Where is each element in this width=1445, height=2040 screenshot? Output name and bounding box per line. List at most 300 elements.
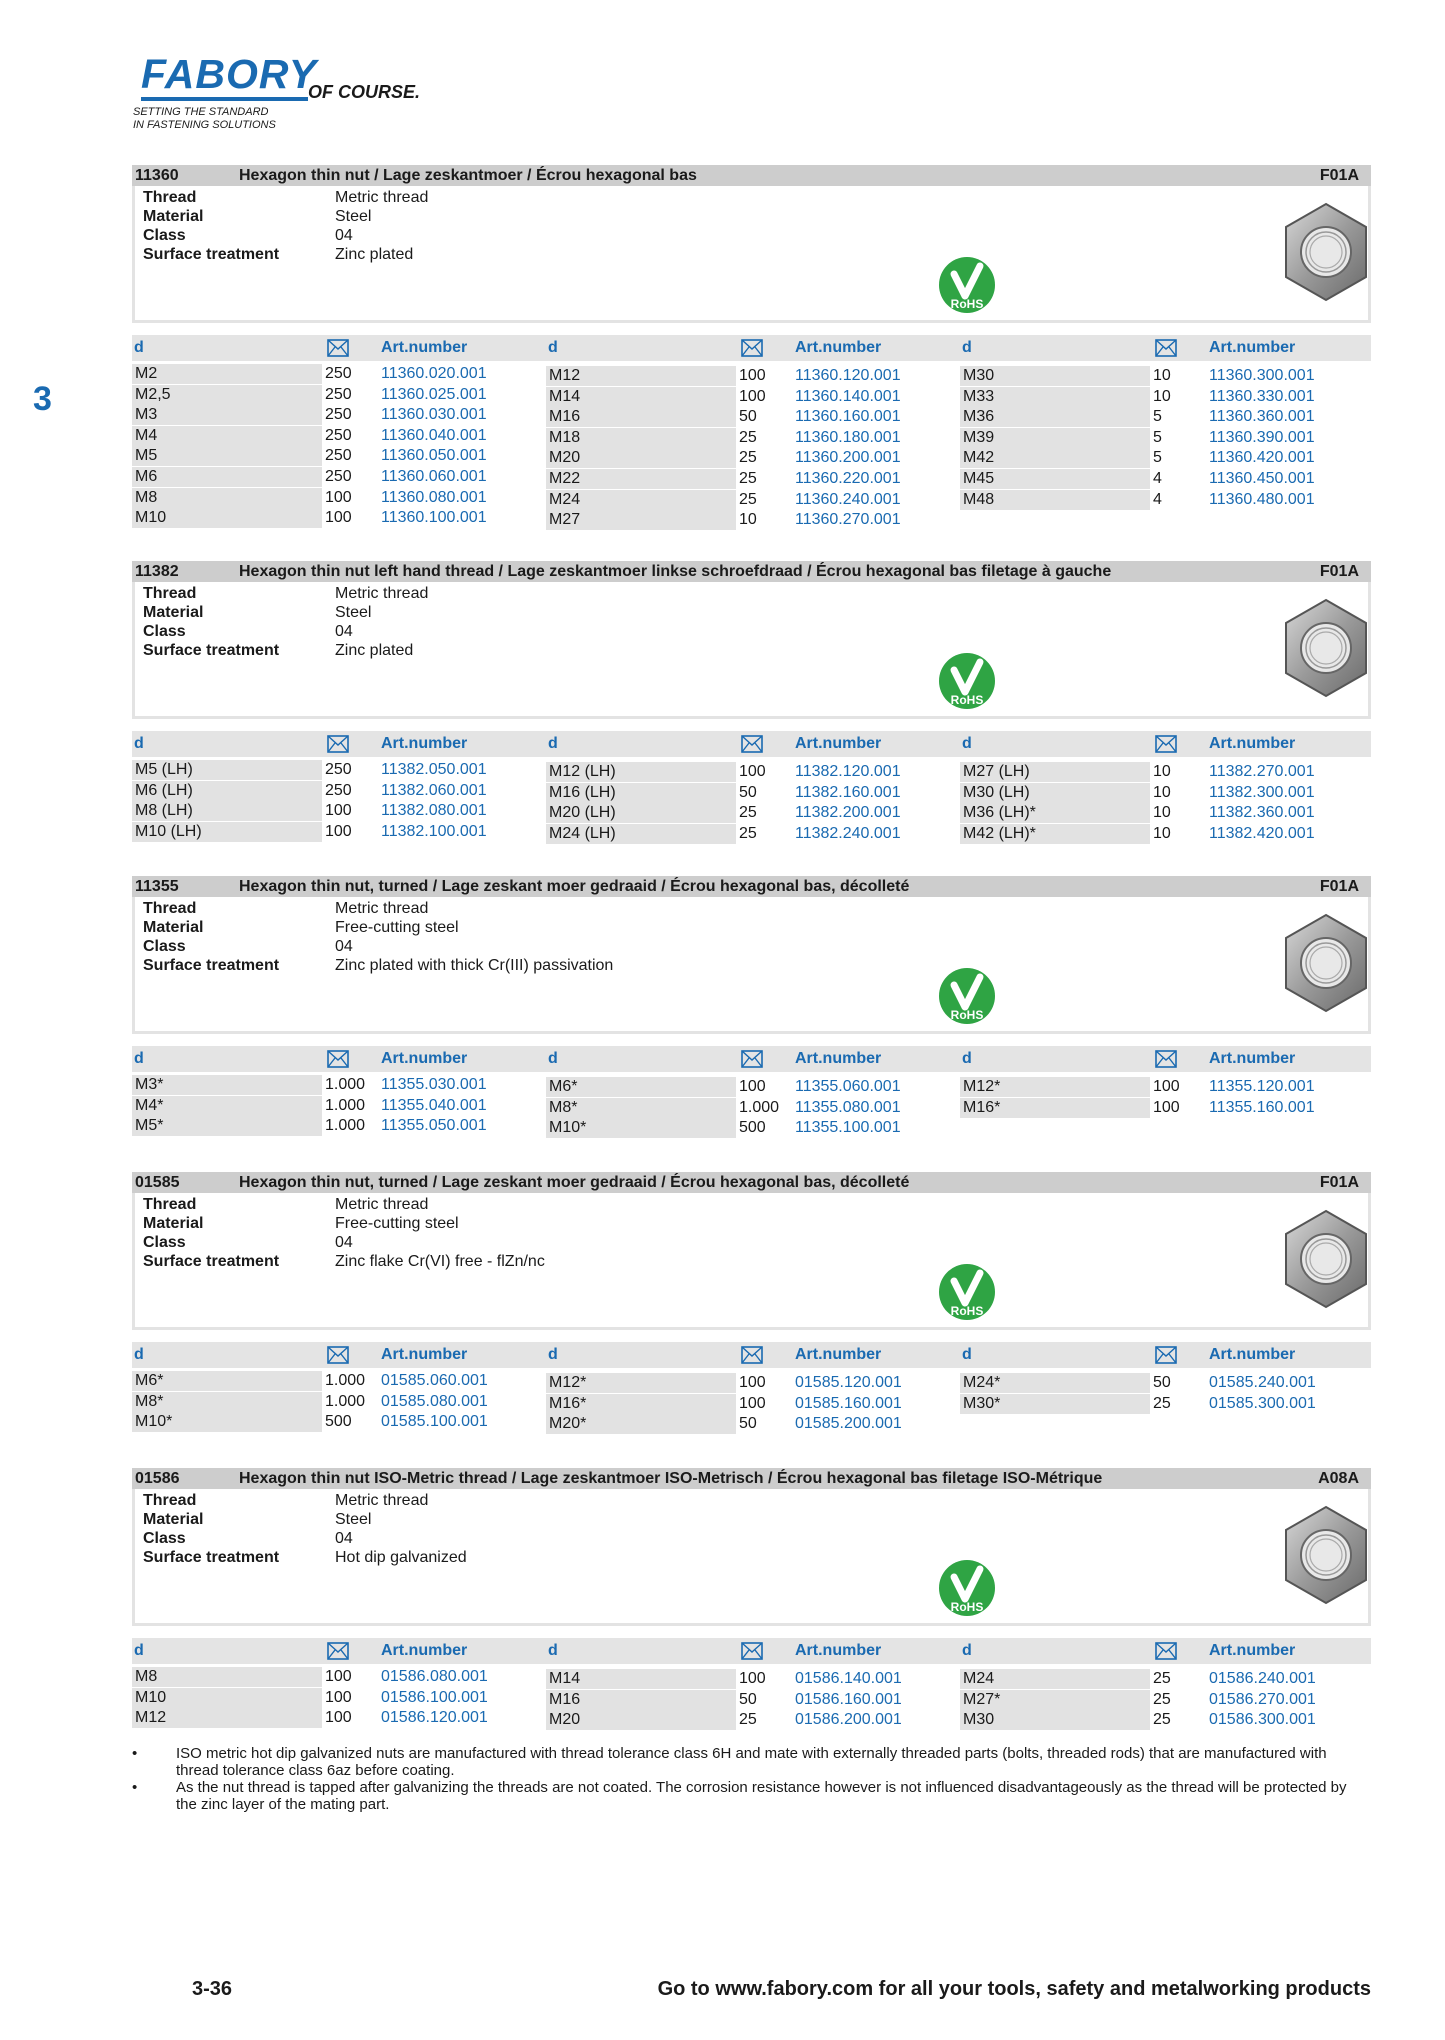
properties-box xyxy=(132,1193,1371,1330)
article-number-link[interactable]: 01585.080.001 xyxy=(381,1392,488,1410)
quantity-cell: 100 xyxy=(325,1668,352,1685)
size-cell: M24 xyxy=(960,1669,1150,1689)
size-cell: M5* xyxy=(132,1116,322,1136)
col-d-header: d xyxy=(134,339,144,356)
product-code: 11355 xyxy=(135,877,179,895)
article-number-link[interactable]: 01585.100.001 xyxy=(381,1413,488,1431)
svg-text:RoHS: RoHS xyxy=(950,297,984,311)
quantity-cell: 250 xyxy=(325,406,352,424)
surface-treatment-row xyxy=(143,1252,545,1271)
package-quantity-icon xyxy=(741,1346,763,1364)
quantity-cell: 100 xyxy=(325,1688,352,1706)
quantity-cell: 1.000 xyxy=(325,1096,366,1114)
property-label: Surface treatment xyxy=(143,1549,280,1566)
article-number-link[interactable]: 11382.080.001 xyxy=(381,802,487,820)
section-header xyxy=(132,165,1371,186)
logo-brand: FABORY xyxy=(141,51,318,97)
article-number-link[interactable]: 11360.360.001 xyxy=(1209,408,1315,426)
quantity-cell: 100 xyxy=(325,509,352,527)
article-number-link[interactable]: 11360.020.001 xyxy=(381,365,487,382)
col-art-header: Art.number xyxy=(1209,1642,1296,1659)
property-value: Metric thread xyxy=(335,585,429,602)
article-number-link[interactable]: 11360.220.001 xyxy=(795,470,901,487)
article-number-link[interactable]: 01586.100.001 xyxy=(381,1688,488,1706)
rohs-badge-icon xyxy=(938,1263,996,1321)
quantity-cell: 4 xyxy=(1153,490,1162,508)
article-number-link[interactable]: 11360.060.001 xyxy=(381,468,487,485)
quantity-cell: 25 xyxy=(739,428,757,446)
size-cell: M12* xyxy=(960,1077,1150,1097)
property-label: Class xyxy=(143,1234,186,1251)
size-cell: M30 xyxy=(960,1710,1150,1730)
quantity-cell: 250 xyxy=(325,385,352,403)
col-d-header: d xyxy=(134,1346,144,1363)
article-number-link[interactable]: 11382.200.001 xyxy=(795,804,901,822)
property-label: Material xyxy=(143,919,204,936)
quantity-cell: 250 xyxy=(325,426,352,444)
properties-box xyxy=(132,582,1371,719)
article-number-link[interactable]: 11360.025.001 xyxy=(381,385,487,403)
article-number-link[interactable]: 11355.060.001 xyxy=(795,1078,901,1095)
col-d-header: d xyxy=(548,735,558,752)
article-number-link[interactable]: 11360.200.001 xyxy=(795,449,901,467)
rohs-badge-icon xyxy=(938,256,996,314)
property-label: Surface treatment xyxy=(143,246,280,263)
size-cell: M14 xyxy=(546,387,736,407)
quantity-cell: 500 xyxy=(325,1413,352,1431)
size-cell: M10 xyxy=(132,508,322,528)
product-code: 01585 xyxy=(135,1173,180,1191)
table-header xyxy=(132,1342,1371,1368)
size-cell: M30 (LH) xyxy=(960,783,1150,803)
article-number-link[interactable]: 11360.030.001 xyxy=(381,406,487,424)
size-cell: M48 xyxy=(960,490,1150,510)
product-code: 01586 xyxy=(135,1469,180,1487)
product-code: 11360 xyxy=(135,166,179,184)
property-label: Surface treatment xyxy=(143,642,280,659)
size-cell: M18 xyxy=(546,428,736,448)
product-title: Hexagon thin nut, turned / Lage zeskant moer gedraaid / Écrou hexagonal bas, décolleté xyxy=(239,877,910,895)
article-number-link[interactable]: 11382.120.001 xyxy=(795,763,901,780)
quantity-cell: 250 xyxy=(325,365,352,382)
hex-nut-image xyxy=(1280,1207,1372,1311)
article-number-link[interactable]: 11360.180.001 xyxy=(795,428,901,446)
classification-code: F01A xyxy=(1319,877,1359,895)
size-cell: M12* xyxy=(546,1373,736,1393)
material-row xyxy=(143,1214,459,1233)
classification-code: A08A xyxy=(1318,1469,1359,1487)
quantity-cell: 100 xyxy=(739,763,766,780)
quantity-cell: 250 xyxy=(325,447,352,465)
article-number-link[interactable]: 01586.200.001 xyxy=(795,1711,902,1729)
article-number-link[interactable]: 11355.050.001 xyxy=(381,1117,487,1135)
property-label: Material xyxy=(143,604,204,621)
quantity-cell: 1.000 xyxy=(325,1117,366,1135)
property-label: Class xyxy=(143,1530,186,1547)
size-cell: M12 (LH) xyxy=(546,762,736,782)
size-cell: M3 xyxy=(132,405,322,425)
quantity-cell: 100 xyxy=(325,822,352,840)
article-number-link[interactable]: 11360.100.001 xyxy=(381,509,487,527)
surface-treatment-row xyxy=(143,1548,467,1567)
svg-text:RoHS: RoHS xyxy=(950,1304,984,1318)
quantity-cell: 10 xyxy=(1153,387,1171,405)
package-quantity-icon xyxy=(1155,735,1177,753)
col-d-header: d xyxy=(962,735,972,752)
article-number-link[interactable]: 11360.480.001 xyxy=(1209,490,1315,508)
classification-code: F01A xyxy=(1319,1173,1359,1191)
article-number-link[interactable]: 11360.450.001 xyxy=(1209,470,1315,487)
size-cell: M10 xyxy=(132,1688,322,1708)
article-number-link[interactable]: 01586.120.001 xyxy=(381,1709,488,1727)
article-number-link[interactable]: 11360.240.001 xyxy=(795,490,901,508)
size-cell: M8 (LH) xyxy=(132,801,322,821)
classification-code: F01A xyxy=(1319,166,1359,184)
quantity-cell: 100 xyxy=(739,1670,766,1687)
quantity-cell: 5 xyxy=(1153,449,1162,467)
package-quantity-icon xyxy=(1155,1346,1177,1364)
size-cell: M45 xyxy=(960,469,1150,489)
thread-row xyxy=(143,899,428,918)
quantity-cell: 50 xyxy=(1153,1374,1171,1391)
col-d-header: d xyxy=(548,339,558,356)
product-section xyxy=(132,1468,1371,1734)
quantity-cell: 500 xyxy=(739,1119,766,1137)
article-number-link[interactable]: 11382.240.001 xyxy=(795,824,901,842)
article-number-link[interactable]: 11360.080.001 xyxy=(381,488,487,506)
size-cell: M6* xyxy=(546,1077,736,1097)
quantity-cell: 10 xyxy=(1153,367,1171,384)
col-art-header: Art.number xyxy=(1209,1346,1296,1363)
size-cell: M3* xyxy=(132,1075,322,1095)
size-cell: M33 xyxy=(960,387,1150,407)
quantity-cell: 5 xyxy=(1153,408,1162,426)
article-number-link[interactable]: 11382.420.001 xyxy=(1209,824,1315,842)
property-label: Material xyxy=(143,1511,204,1528)
thread-row xyxy=(143,1195,428,1214)
size-cell: M24 (LH) xyxy=(546,824,736,844)
article-number-link[interactable]: 11355.080.001 xyxy=(795,1098,901,1116)
quantity-cell: 100 xyxy=(739,1078,766,1095)
quantity-cell: 4 xyxy=(1153,470,1162,487)
property-value: Zinc flake Cr(VI) free - flZn/nc xyxy=(335,1253,545,1270)
property-label: Class xyxy=(143,938,186,955)
quantity-cell: 25 xyxy=(1153,1690,1171,1708)
article-number-link[interactable]: 01585.300.001 xyxy=(1209,1394,1316,1412)
quantity-cell: 25 xyxy=(739,490,757,508)
rohs-badge-icon xyxy=(938,967,996,1025)
quantity-cell: 10 xyxy=(1153,824,1171,842)
svg-text:RoHS: RoHS xyxy=(950,1600,984,1614)
quantity-cell: 50 xyxy=(739,1690,757,1708)
article-number-link[interactable]: 11360.160.001 xyxy=(795,408,901,426)
size-cell: M20 xyxy=(546,448,736,468)
property-value: 04 xyxy=(335,938,353,955)
package-quantity-icon xyxy=(741,1050,763,1068)
quantity-cell: 25 xyxy=(1153,1711,1171,1729)
logo-suffix: OF COURSE. xyxy=(308,82,421,102)
article-number-link[interactable]: 11355.030.001 xyxy=(381,1076,487,1093)
size-cell: M42 xyxy=(960,448,1150,468)
package-quantity-icon xyxy=(327,1050,349,1068)
property-label: Thread xyxy=(143,1196,197,1213)
size-cell: M8* xyxy=(546,1098,736,1118)
quantity-cell: 5 xyxy=(1153,428,1162,446)
size-cell: M30* xyxy=(960,1394,1150,1414)
size-cell: M39 xyxy=(960,428,1150,448)
property-value: Metric thread xyxy=(335,900,429,917)
article-number-link[interactable]: 01586.080.001 xyxy=(381,1668,488,1685)
property-label: Material xyxy=(143,208,204,225)
size-cell: M5 (LH) xyxy=(132,760,322,780)
quantity-cell: 25 xyxy=(739,1711,757,1729)
package-quantity-icon xyxy=(327,1346,349,1364)
size-cell: M42 (LH)* xyxy=(960,824,1150,844)
property-value: Steel xyxy=(335,1511,372,1528)
col-art-header: Art.number xyxy=(795,1642,882,1659)
section-header xyxy=(132,876,1371,897)
package-quantity-icon xyxy=(741,339,763,357)
property-label: Thread xyxy=(143,585,197,602)
article-number-link[interactable]: 11360.050.001 xyxy=(381,447,487,465)
package-quantity-icon xyxy=(1155,1642,1177,1660)
article-number-link[interactable]: 11382.100.001 xyxy=(381,822,487,840)
col-art-header: Art.number xyxy=(1209,339,1296,356)
package-quantity-icon xyxy=(1155,1050,1177,1068)
size-cell: M4 xyxy=(132,426,322,446)
material-row xyxy=(143,1510,371,1529)
size-cell: M10* xyxy=(546,1118,736,1138)
col-d-header: d xyxy=(548,1346,558,1363)
thread-row xyxy=(143,1491,428,1510)
size-cell: M27 (LH) xyxy=(960,762,1150,782)
note-item: • ISO metric hot dip galvanized nuts are manufactured with thread tolerance class 6H and mate with externally threaded parts (bolts, threaded rods) that are manufactured with thread tolerance class 6az before coating. xyxy=(132,1745,1327,1779)
quantity-cell: 100 xyxy=(1153,1078,1180,1095)
article-number-link[interactable]: 11355.160.001 xyxy=(1209,1098,1315,1116)
table-body xyxy=(132,757,1371,847)
product-title: Hexagon thin nut, turned / Lage zeskant moer gedraaid / Écrou hexagonal bas, décolleté xyxy=(239,1173,910,1191)
property-value: Steel xyxy=(335,208,372,225)
size-cell: M20 (LH) xyxy=(546,803,736,823)
article-number-link[interactable]: 01586.160.001 xyxy=(795,1690,902,1708)
article-number-link[interactable]: 01585.240.001 xyxy=(1209,1374,1316,1391)
size-cell: M16* xyxy=(546,1394,736,1414)
property-label: Surface treatment xyxy=(143,957,280,974)
section-header xyxy=(132,1172,1371,1193)
quantity-cell: 100 xyxy=(325,1709,352,1727)
product-title: Hexagon thin nut ISO-Metric thread / Lage zeskantmoer ISO-Metrisch / Écrou hexagonal bas filetage ISO-Métrique xyxy=(239,1469,1103,1487)
article-number-link[interactable]: 11355.120.001 xyxy=(1209,1078,1315,1095)
article-number-link[interactable]: 01586.240.001 xyxy=(1209,1670,1316,1687)
svg-text:RoHS: RoHS xyxy=(950,1008,984,1022)
quantity-cell: 25 xyxy=(739,470,757,487)
quantity-cell: 250 xyxy=(325,761,352,778)
col-d-header: d xyxy=(962,339,972,356)
col-art-header: Art.number xyxy=(795,1346,882,1363)
chapter-number: 3 xyxy=(33,380,52,418)
col-d-header: d xyxy=(134,1050,144,1067)
col-d-header: d xyxy=(962,1050,972,1067)
properties-box xyxy=(132,1489,1371,1626)
package-quantity-icon xyxy=(1155,339,1177,357)
property-label: Material xyxy=(143,1215,204,1232)
property-value: Metric thread xyxy=(335,189,429,206)
note-item: • As the nut thread is tapped after galvanizing the threads are not coated. The corrosion resistance however is not influenced disadvantageously as the thread will be protected by the zinc layer of the mating part. xyxy=(132,1779,1347,1813)
article-number-link[interactable]: 11360.300.001 xyxy=(1209,367,1315,384)
package-quantity-icon xyxy=(741,735,763,753)
table-header xyxy=(132,1638,1371,1664)
size-cell: M20 xyxy=(546,1710,736,1730)
product-section xyxy=(132,165,1371,534)
size-cell: M10 (LH) xyxy=(132,822,322,842)
property-value: Steel xyxy=(335,604,372,621)
table-header xyxy=(132,335,1371,361)
thread-row xyxy=(143,584,428,603)
table-body xyxy=(132,361,1371,534)
size-cell: M4* xyxy=(132,1096,322,1116)
property-label: Thread xyxy=(143,189,197,206)
article-number-link[interactable]: 11355.100.001 xyxy=(795,1119,901,1137)
property-value: 04 xyxy=(335,1234,353,1251)
hex-nut-image xyxy=(1280,1503,1372,1607)
property-value: Metric thread xyxy=(335,1196,429,1213)
quantity-cell: 1.000 xyxy=(325,1392,366,1410)
rohs-badge-icon xyxy=(938,1559,996,1617)
class-row xyxy=(143,1529,353,1548)
material-row xyxy=(143,603,371,622)
article-number-link[interactable]: 11360.420.001 xyxy=(1209,449,1315,467)
quantity-cell: 100 xyxy=(739,1374,766,1391)
quantity-cell: 1.000 xyxy=(739,1098,780,1116)
quantity-cell: 10 xyxy=(1153,783,1171,801)
article-number-link[interactable]: 11382.060.001 xyxy=(381,781,487,799)
article-number-link[interactable]: 01586.140.001 xyxy=(795,1670,902,1687)
quantity-cell: 10 xyxy=(1153,804,1171,822)
size-cell: M16 xyxy=(546,407,736,427)
property-label: Class xyxy=(143,227,186,244)
size-cell: M27* xyxy=(960,1690,1150,1710)
article-number-link[interactable]: 11360.330.001 xyxy=(1209,387,1315,405)
class-row xyxy=(143,226,353,245)
article-number-link[interactable]: 11382.360.001 xyxy=(1209,804,1315,822)
article-number-link[interactable]: 11382.300.001 xyxy=(1209,783,1315,801)
article-number-link[interactable]: 11382.160.001 xyxy=(795,783,901,801)
property-label: Surface treatment xyxy=(143,1253,280,1270)
property-value: Hot dip galvanized xyxy=(335,1549,467,1566)
quantity-cell: 25 xyxy=(739,804,757,822)
quantity-cell: 10 xyxy=(739,511,757,529)
size-cell: M36 xyxy=(960,407,1150,427)
size-cell: M2,5 xyxy=(132,385,322,405)
article-number-link[interactable]: 11360.040.001 xyxy=(381,426,487,444)
table-body xyxy=(132,1072,1371,1142)
article-number-link[interactable]: 11360.390.001 xyxy=(1209,428,1315,446)
product-section xyxy=(132,561,1371,847)
quantity-cell: 100 xyxy=(739,367,766,384)
article-number-link[interactable]: 11360.270.001 xyxy=(795,511,901,529)
quantity-cell: 250 xyxy=(325,781,352,799)
table-body xyxy=(132,1368,1371,1438)
size-cell: M5 xyxy=(132,446,322,466)
col-d-header: d xyxy=(962,1642,972,1659)
article-number-link[interactable]: 01585.160.001 xyxy=(795,1394,902,1412)
size-cell: M16 xyxy=(546,1690,736,1710)
col-d-header: d xyxy=(134,735,144,752)
product-title: Hexagon thin nut / Lage zeskantmoer / Écrou hexagonal bas xyxy=(239,166,697,184)
package-quantity-icon xyxy=(327,1642,349,1660)
footer-slogan: Go to www.fabory.com for all your tools, safety and metalworking products xyxy=(657,1978,1371,2000)
col-art-header: Art.number xyxy=(381,1346,468,1363)
size-cell: M24* xyxy=(960,1373,1150,1393)
size-cell: M14 xyxy=(546,1669,736,1689)
notes xyxy=(132,1745,1371,1813)
quantity-cell: 10 xyxy=(1153,763,1171,780)
class-row xyxy=(143,937,353,956)
quantity-cell: 50 xyxy=(739,1415,757,1433)
size-cell: M6 xyxy=(132,467,322,487)
section-header xyxy=(132,561,1371,582)
property-label: Thread xyxy=(143,1492,197,1509)
col-art-header: Art.number xyxy=(381,339,468,356)
surface-treatment-row xyxy=(143,641,413,660)
class-row xyxy=(143,622,353,641)
quantity-cell: 1.000 xyxy=(325,1076,366,1093)
quantity-cell: 100 xyxy=(1153,1098,1180,1116)
logo-tagline: SETTING THE STANDARD IN FASTENING SOLUTIONS xyxy=(133,106,276,131)
article-number-link[interactable]: 11382.050.001 xyxy=(381,761,487,778)
col-art-header: Art.number xyxy=(1209,735,1296,752)
article-number-link[interactable]: 01585.200.001 xyxy=(795,1415,902,1433)
property-value: Zinc plated xyxy=(335,246,414,263)
product-section xyxy=(132,1172,1371,1438)
size-cell: M27 xyxy=(546,510,736,530)
article-number-link[interactable]: 01586.300.001 xyxy=(1209,1711,1316,1729)
size-cell: M24 xyxy=(546,490,736,510)
col-art-header: Art.number xyxy=(795,735,882,752)
table-header xyxy=(132,1046,1371,1072)
material-row xyxy=(143,918,459,937)
col-art-header: Art.number xyxy=(1209,1050,1296,1067)
property-label: Thread xyxy=(143,900,197,917)
article-number-link[interactable]: 01585.060.001 xyxy=(381,1372,488,1389)
col-d-header: d xyxy=(548,1642,558,1659)
size-cell: M8 xyxy=(132,488,322,508)
quantity-cell: 50 xyxy=(739,408,757,426)
quantity-cell: 25 xyxy=(1153,1394,1171,1412)
size-cell: M30 xyxy=(960,366,1150,386)
package-quantity-icon xyxy=(327,735,349,753)
article-number-link[interactable]: 11360.140.001 xyxy=(795,387,901,405)
property-value: Free-cutting steel xyxy=(335,919,459,936)
article-number-link[interactable]: 11382.270.001 xyxy=(1209,763,1315,780)
article-number-link[interactable]: 11355.040.001 xyxy=(381,1096,487,1114)
property-value: 04 xyxy=(335,1530,353,1547)
hex-nut-image xyxy=(1280,200,1372,304)
article-number-link[interactable]: 11360.120.001 xyxy=(795,367,901,384)
article-number-link[interactable]: 01586.270.001 xyxy=(1209,1690,1316,1708)
size-cell: M22 xyxy=(546,469,736,489)
quantity-cell: 1.000 xyxy=(325,1372,366,1389)
material-row xyxy=(143,207,371,226)
article-number-link[interactable]: 01585.120.001 xyxy=(795,1374,902,1391)
quantity-cell: 25 xyxy=(739,449,757,467)
class-row xyxy=(143,1233,353,1252)
properties-box xyxy=(132,897,1371,1034)
package-quantity-icon xyxy=(327,339,349,357)
col-art-header: Art.number xyxy=(795,1050,882,1067)
quantity-cell: 250 xyxy=(325,468,352,485)
property-value: Metric thread xyxy=(335,1492,429,1509)
